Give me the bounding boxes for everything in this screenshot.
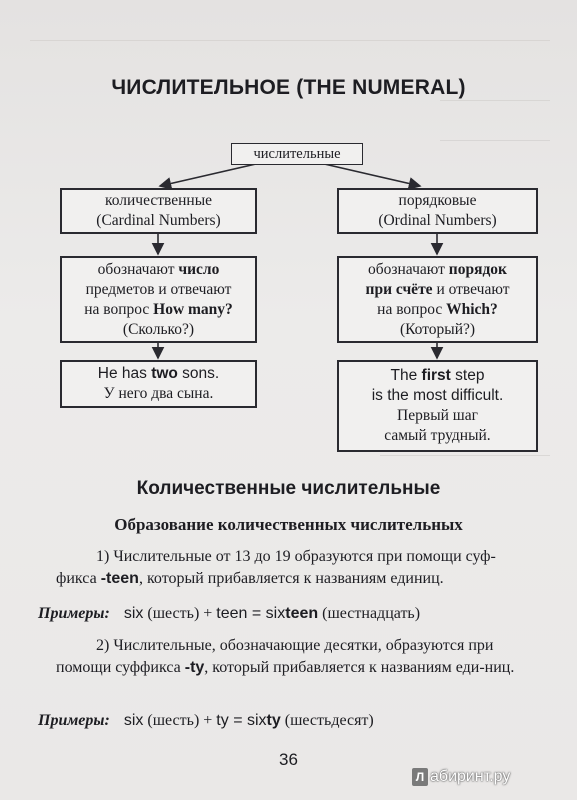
watermark-logo-icon: Л <box>412 768 428 786</box>
ordinal-type-label: порядковые <box>398 192 477 209</box>
cardinal-type-label: количественные <box>104 192 213 209</box>
page-number: 36 <box>279 750 298 769</box>
example-1-line: Примеры: six (шесть) + teen = sixteen (шестнадцать) <box>38 605 421 622</box>
ordinal-meaning-line1: обозначают порядок <box>368 260 507 278</box>
ordinal-example-en-line2: is the most difficult. <box>371 387 504 404</box>
ordinal-example-ru-line1: Первый шаг <box>397 407 478 424</box>
arrow-left <box>160 163 260 186</box>
ordinal-example-en-line1: The first step <box>390 367 485 384</box>
rule-1-paragraph: 1) Числительные от 13 до 19 образуются при помощи суф-фикса -teen, который прибавляется к названиям единиц. <box>56 548 496 587</box>
page-title: ЧИСЛИТЕЛЬНОЕ (THE NUMERAL) <box>111 76 466 99</box>
ordinal-example-ru-line2: самый трудный. <box>384 427 491 444</box>
diagram-root-box <box>231 143 363 165</box>
cardinal-type-english: (Cardinal Numbers) <box>96 212 221 229</box>
ordinal-type-english: (Ordinal Numbers) <box>378 212 497 229</box>
sub-heading: Образование количественных числительных <box>114 515 463 534</box>
cardinal-type-box <box>60 188 257 234</box>
ordinal-meaning-line2: при счёте и отвечают <box>365 280 510 298</box>
cardinal-meaning-line4: (Сколько?) <box>122 320 195 338</box>
section-heading: Количественные числительные <box>136 478 441 499</box>
cardinal-meaning-line3: на вопрос How many? <box>84 300 233 318</box>
cardinal-meaning-line1: обозначают число <box>97 260 220 278</box>
cardinal-example-box <box>60 360 257 408</box>
example-2-line: Примеры: six (шесть) + ty = sixty (шестьдесят) <box>38 712 374 729</box>
example-1-label: Примеры: <box>38 605 110 622</box>
example-2-label: Примеры: <box>38 712 110 729</box>
cardinal-example-en: He has two sons. <box>97 365 220 382</box>
cardinal-meaning-line2: предметов и отвечают <box>85 280 232 298</box>
arrow-right <box>320 163 420 186</box>
ordinal-meaning-line4: (Который?) <box>399 320 476 338</box>
rule-2-paragraph: 2) Числительные, обозначающие десятки, образуются при помощи суффикса -ty, который прибавляется к названиям еди-ниц. <box>56 637 515 676</box>
ordinal-example-box <box>337 360 538 452</box>
cardinal-meaning-box <box>60 256 257 343</box>
ordinal-meaning-line3: на вопрос Which? <box>377 300 498 318</box>
ordinal-type-box <box>337 188 538 234</box>
watermark-text: абиринт.ру <box>430 768 511 785</box>
diagram-root-label: числительные <box>253 146 341 162</box>
cardinal-example-ru: У него два сына. <box>103 385 214 402</box>
ordinal-meaning-box <box>337 256 538 343</box>
